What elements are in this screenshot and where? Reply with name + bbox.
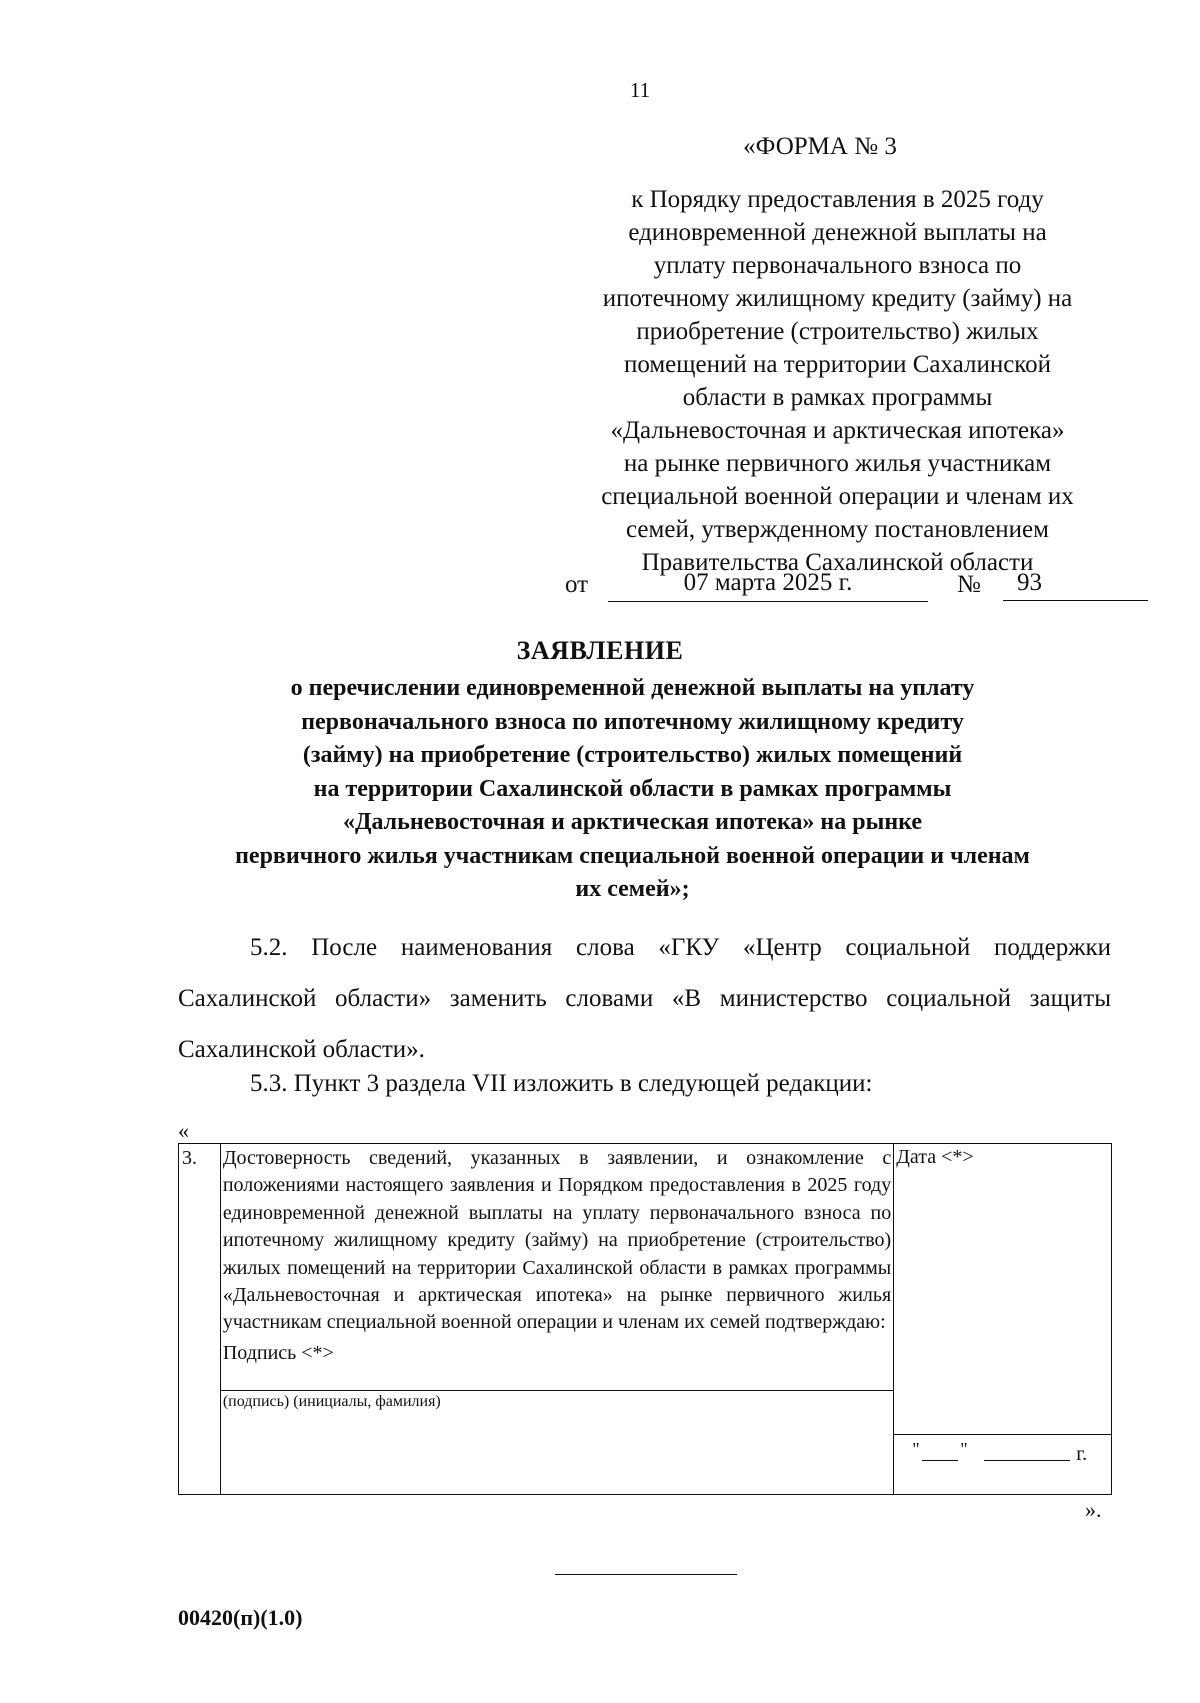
approval-header-line: ипотечному жилищному кредиту (займу) на <box>602 285 1073 312</box>
subtitle-line: их семей»; <box>575 876 690 902</box>
subtitle-line: о перечислении единовременной денежной выплаты на уплату <box>290 675 975 701</box>
date-fill-area <box>894 1434 1111 1494</box>
date-quote-close: " <box>960 1439 968 1459</box>
approval-header-line: приобретение (строительство) жилых <box>636 318 1039 345</box>
date-quote-open: " <box>912 1439 920 1459</box>
subtitle-line: первоначального взноса по ипотечному жилищному кредиту <box>301 708 964 735</box>
approval-header-line: специальной военной операции и членам их <box>601 483 1074 510</box>
signature-label: Подпись <*> <box>222 1341 334 1364</box>
approval-header-line: единовременной денежной выплаты на <box>628 219 1047 246</box>
decree-date: 07 марта 2025 г. <box>608 569 928 602</box>
approval-header-line: уплату первоначального взноса по <box>653 252 1022 279</box>
approval-header-line: на рынке первичного жилья участникам <box>623 450 1052 477</box>
statement-table <box>178 1143 1112 1495</box>
footer-separator <box>555 1574 737 1575</box>
approval-header-line: помещений на территории Сахалинской <box>623 351 1052 378</box>
approval-header-line: Правительства Сахалинской области <box>641 549 1034 576</box>
year-suffix: г. <box>1076 1443 1088 1465</box>
date-label: Дата <*> <box>896 1146 974 1168</box>
subtitle-line: первичного жилья участникам специальной военной операции и членам <box>235 842 1030 869</box>
subtitle-line: на территории Сахалинской области в рамках программы <box>313 775 952 802</box>
decree-number: 93 <box>1003 569 1148 601</box>
approval-header <box>570 183 1105 579</box>
page-number: 11 <box>629 78 651 102</box>
day-blank <box>922 1460 958 1461</box>
signature-caption: (подпись) (инициалы, фамилия) <box>222 1392 441 1410</box>
statement-text: Достоверность сведений, указанных в заявлении, и ознакомление с положениями настоящего заявления и Порядком предоставления в 2025 году единовременной денежной выплаты на уплату первоначального взноса по ипотечному жилищному кредиту (займу) на приобретение (строительство) жилых помещений на территории Сахалинской области в рамках программы «Дальневосточная и арктическая ипотека» на рынке первичного жилья участникам специальной военной операции и членам их семей подтверждаю: <box>222 1147 892 1334</box>
document-code: 00420(п)(1.0) <box>178 1605 303 1630</box>
paragraph-5-3: 5.3. Пункт 3 раздела VII изложить в следующей редакции: <box>250 1070 873 1097</box>
approval-header-line: семей, утвержденному постановлением <box>626 516 1049 543</box>
opening-quote: « <box>178 1118 189 1143</box>
month-year-blank <box>984 1460 1070 1461</box>
row-number: 3. <box>179 1144 221 1495</box>
closing-quote: ». <box>1085 1497 1102 1522</box>
form-label: «ФОРМА № 3 <box>743 133 897 160</box>
decree-from-label: от <box>565 571 589 598</box>
statement-cell <box>220 1144 893 1495</box>
approval-header-line: к Порядку предоставления в 2025 году <box>631 186 1044 213</box>
document-subtitle <box>150 672 1115 907</box>
subtitle-line: «Дальневосточная и арктическая ипотека» на рынке <box>342 809 923 835</box>
date-cell <box>894 1144 1112 1495</box>
table-row <box>179 1144 1112 1495</box>
subtitle-line: (займу) на приобретение (строительство) жилых помещений <box>302 742 963 768</box>
document-title: ЗАЯВЛЕНИЕ <box>516 636 684 665</box>
approval-header-line: «Дальневосточная и арктическая ипотека» <box>610 417 1065 444</box>
decree-number-label: № <box>957 571 981 598</box>
signature-line <box>221 1368 893 1391</box>
approval-header-line: области в рамках программы <box>682 384 993 411</box>
decree-reference <box>565 569 1110 605</box>
paragraph-5-2: 5.2. После наименования слова «ГКУ «Центр социальной поддержки Сахалинской области» заменить словами «В министерство социальной защиты Сахалинской области». <box>178 934 1111 1063</box>
